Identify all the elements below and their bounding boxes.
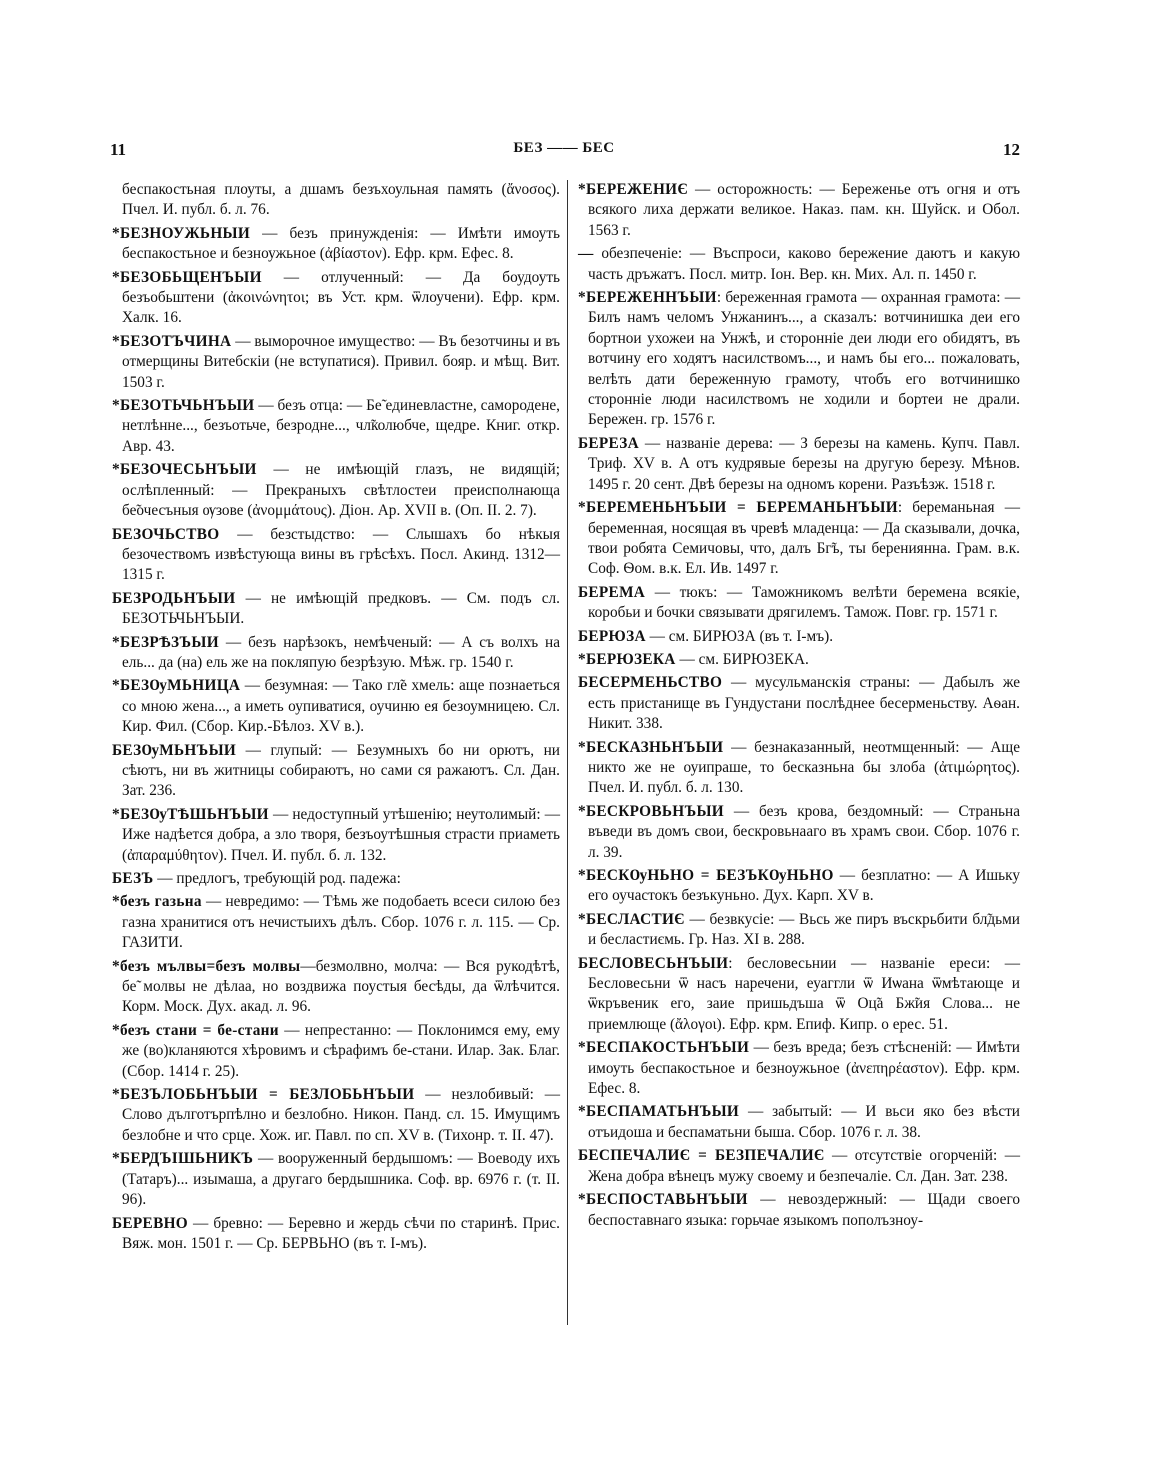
dictionary-entry xyxy=(578,650,1020,670)
dictionary-entry xyxy=(578,288,1020,431)
page-number-left: 11 xyxy=(110,140,127,159)
entry-headword: БЕЗОЧЬСТВО xyxy=(112,525,220,543)
entry-headword: *БЕРЮЗЕКА xyxy=(578,650,676,668)
dictionary-entry xyxy=(578,866,1020,907)
dictionary-entry xyxy=(578,180,1020,241)
dictionary-entry xyxy=(112,396,560,457)
entry-headword: *БЕЗОБЬЩЕНЪЫИ xyxy=(112,268,262,286)
entry-headword: *БЕСКАЗНЬНЪЫИ xyxy=(578,738,724,756)
dictionary-entry xyxy=(112,892,560,953)
entry-definition: — незлобивый: — Слово дълготърпѣлно и безлобно. Никон. Панд. сл. 15. Имущимъ безлобне и что срце. Хож. иг. Павл. по сп. XV в. (Тихонр. т. II. 47). xyxy=(122,1086,560,1144)
entry-definition: : береженная грамота — охранная грамота: — Билъ намъ челомъ Унжанинъ..., а сказалъ: вотчинишка деи его бортнои ухожеи на Унжѣ, и сторонніе деи люди его обидятъ, въ вотчину его ходятъ насилствомъ..., и намъ бы его... пожаловать, велѣть дати береженную грамоту, чтобъ его вотчинишко сторонніе люди насилствомъ не ходили и бортеи не драли. Бережен. гр. 1576 г. xyxy=(588,289,1020,429)
entry-definition: — глупый: — Безумныхъ бо ни орютъ, ни сѣютъ, ни въ житницы собираютъ, но сами ся ражаютъ. Сл. Дан. Зат. 236. xyxy=(122,741,560,800)
dictionary-entry xyxy=(112,525,560,586)
entry-definition: — непрестанно: — Поклонимся ему, ему же (во)кланяются хѣровимъ и сѣрафимъ бе-стани. Илар. Зак. Благ. (Сбор. 1414 г. 25). xyxy=(122,1021,560,1080)
dictionary-entry xyxy=(578,627,1020,647)
dictionary-entry xyxy=(112,1021,560,1082)
entry-definition: — не имѣющій глазъ, не видящій; ослѣпленный: — Прекраныхъ свѣтлостеи преисполнающа бе̃очесъныя ѹзове (ἀνομμάτους). Діон. Ар. XVII в. (Оп. II. 2. 7). xyxy=(122,461,560,520)
entry-headword: *БЕСПАМАТЬНЪЫИ xyxy=(578,1103,740,1121)
entry-definition: — безъ нарѣзокъ, немѣченый: — А съ волхъ на ель... да (на) ель же на покляпую безрѣзую. Мѣж. гр. 1540 г. xyxy=(122,633,560,671)
entry-definition: — безъ принужденія: — Имѣти имоуть беспакостьное и безноужьное (ἀβίαστον). Ефр. крм. Ефес. 8. xyxy=(122,224,560,263)
entry-headword: БЕРЮЗА xyxy=(578,627,646,645)
entry-definition: : береманьная — беременная, носящая въ чревѣ младенца: — Да сказывали, дочка, твои робята Семичовы, что, далъ Бг̃ъ, ты берениянна. Грам. в.к. Соф. Ѳом. в.к. Ел. Ив. 1497 г. xyxy=(588,499,1020,578)
entry-headword: *БЕСПОСТАВЬНЪЫИ xyxy=(578,1191,748,1209)
dictionary-entry xyxy=(578,1038,1020,1099)
entry-definition: — безстыдство: — Слышахъ бо нѣкыя безочествомъ извѣстующа вины въ грѣсѣхъ. Посл. Акинд. 1312—1315 г. xyxy=(122,525,560,584)
dictionary-entry xyxy=(112,633,560,674)
entry-definition: — невредимо: — Тѣмь же подобаеть всеси силою без газна хранитися отъ нечистыихъ дѣлъ. Сбор. 1076 г. л. 115. — Ср. ГАЗИТИ. xyxy=(122,893,560,952)
dictionary-entry xyxy=(112,869,560,889)
entry-definition: обезпеченіе: — Въспроси, каково бережение даютъ и какую часть дръжатъ. Посл. митр. Іон. Вер. кн. Мих. Ал. п. 1450 г. xyxy=(588,245,1020,283)
entry-definition: — выморочное имущество: — Въ безотчины и въ отмерщины Витебскіи (не вступатися). Привил. бояр. и мѣщ. Вит. 1503 г. xyxy=(122,332,560,391)
entry-definition: — безъ отца: — Бе̃ единевластне, самородене, нетлѣнне..., безъотьче, безродне..., чл̃колюбче, щедре. Книг. откр. Авр. 43. xyxy=(122,397,560,455)
entry-headword: БЕСЕРМЕНЬСТВО xyxy=(578,674,723,692)
entry-definition: — см. БИРЮЗЕКА. xyxy=(675,650,809,668)
dictionary-entry xyxy=(112,741,560,802)
entry-headword: *БЕРДЪІШЬНИКЪ xyxy=(112,1150,254,1168)
dictionary-entry xyxy=(112,180,560,221)
dictionary-entry xyxy=(578,583,1020,624)
entry-headword: *БЕСЛАСТИЄ xyxy=(578,910,685,928)
entry-definition: — безплатно: — А Ишьку его оучастокъ безъкуньно. Дух. Карп. XV в. xyxy=(588,867,1020,905)
entry-headword: *БЕЗОЧЕСЬНЪЫИ xyxy=(112,461,257,479)
dictionary-entry xyxy=(112,1214,560,1255)
dictionary-entry xyxy=(112,589,560,630)
entry-definition: — отлученный: — Да боудоуть безъобьштени (ἀκοινώνητοι; въ Уст. крм. ѿлоучени). Ефр. крм. Халк. 16. xyxy=(122,268,560,327)
entry-definition: — безъ вреда; безъ стѣсненій: — Имѣти имоуть беспакостьное и безноужьное (ἀνεπηρέαστον). Ефр. крм. Ефес. 8. xyxy=(588,1039,1020,1098)
entry-headword: *БЕЗОТЬЧЬНЪЫИ xyxy=(112,397,255,415)
entry-headword: *БЕЗЪЛОБЬНЪЫИ = БЕЗЛОБЬНЪЫИ xyxy=(112,1086,415,1104)
entry-headword: БЕЗЪ xyxy=(112,870,154,887)
entry-headword: БЕЗРОДЬНЪЫИ xyxy=(112,589,236,607)
entry-headword: *безъ газьна xyxy=(112,893,202,911)
entry-headword: *БЕРЕМЕНЬНЪЫИ = БЕРЕМАНЬНЪЫИ xyxy=(578,499,898,517)
entry-definition: — мусульманскія страны: — Дабылъ же есть пристанище въ Гундустани послѣднее бесерменьству. Аѳан. Никит. 338. xyxy=(588,674,1020,733)
dictionary-entry xyxy=(112,805,560,866)
entry-headword: *БЕСПАКОСТЬНЪЫИ xyxy=(578,1039,750,1057)
entry-headword: *БЕЗОТЪЧИНА xyxy=(112,332,232,350)
entry-headword: *безъ мълвы=безъ молвы xyxy=(112,957,301,975)
entry-headword: *БЕЗНОУЖЬНЫИ xyxy=(112,224,251,242)
entry-definition: — недоступный утѣшенію; неутолимый: — Иже надѣется добра, а зло творя, безъоутѣшныя страсти приаметь (ἀπαραμύθητον). Пчел. И. публ. б. л. 132. xyxy=(122,805,560,864)
dictionary-entry xyxy=(112,224,560,265)
dictionary-entry xyxy=(578,498,1020,580)
entry-headword: *безъ стани = бе-стани xyxy=(112,1021,279,1039)
entry-headword: *БЕРЕЖЕННЪЫИ xyxy=(578,289,717,307)
column-divider xyxy=(567,180,568,1325)
entry-definition: — названіе дерева: — З березы на камень. Купч. Павл. Триф. XV в. А отъ кудрявые березы на другую березу. Мѣнов. 1495 г. 20 сент. Двѣ березы на одномъ корени. Разъѣзж. 1518 г. xyxy=(588,434,1020,493)
dictionary-entry xyxy=(112,957,560,1018)
running-head: БЕЗ —— БЕС xyxy=(513,140,615,156)
dictionary-entry xyxy=(578,738,1020,799)
entry-headword: — xyxy=(578,245,594,263)
entry-headword: БЕЗѸМЬНЪЫИ xyxy=(112,741,237,759)
dictionary-entry xyxy=(112,268,560,329)
dictionary-entry xyxy=(112,460,560,521)
dictionary-entry xyxy=(578,954,1020,1036)
dictionary-entry xyxy=(578,910,1020,951)
entry-definition: — предлогъ, требующій род. падежа: xyxy=(153,870,401,887)
dictionary-entry xyxy=(112,1085,560,1146)
entry-headword: *БЕРЕЖЕНИЄ xyxy=(578,181,689,198)
page-header xyxy=(108,140,1020,166)
dictionary-entry xyxy=(578,1146,1020,1187)
entry-definition: — вооруженный бердышомъ: — Воеводу ихъ (Татаръ)... изымаша, а другаго бердышника. Соф. вр. 6976 г. (т. II. 96). xyxy=(122,1150,560,1209)
entry-definition: — безнаказанный, неотмщенный: — Аще никто же не оуипраше, то бесказньна бы злоба (ἀτιμώρητος). Пчел. И. публ. б. л. 130. xyxy=(588,738,1020,797)
entry-definition: — безвкусіе: — Вьсь же пиръ въскрьбити бл̃дьми и бесластиємь. Гр. Наз. XI в. 288. xyxy=(588,910,1020,949)
entry-definition: — забытый: — И вьси яко без вѣсти отъидоша и беспаматьни быша. Сбор. 1076 г. л. 38. xyxy=(588,1103,1020,1141)
entry-headword: БЕРЕВНО xyxy=(112,1214,188,1232)
entry-definition: — см. БИРЮЗА (въ т. I-мъ). xyxy=(645,627,834,645)
entry-headword: БЕРЕЗА xyxy=(578,434,639,452)
entry-definition: — осторожность: — Береженье отъ огня и отъ всякого лиха держати великое. Наказ. пам. кн. Шуйск. и Обол. 1563 г. xyxy=(588,181,1020,239)
entry-headword: БЕСЛОВЕСЬНЪЫИ xyxy=(578,954,729,972)
entry-definition: — не имѣющій предковъ. — См. подъ сл. БЕЗОТЬЧЬНЪЫИ. xyxy=(122,589,560,628)
entry-definition: беспакостьная плоуты, а дшамъ безъхоульная память (ἄνοσος). Пчел. И. публ. б. л. 76. xyxy=(122,181,560,219)
entry-definition: — невоздержный: — Щади своего беспоставнаго языка: горьчае языкомъ пополъзноу- xyxy=(588,1191,1020,1229)
entry-headword: *БЕСКРОВЬНЪЫИ xyxy=(578,802,724,820)
entry-definition: — бревно: — Беревно и жердь сѣчи по старинѣ. Прис. Вяж. мон. 1501 г. — Ср. БЕРВЬНО (въ т. I-мъ). xyxy=(122,1214,560,1252)
entry-headword: БЕРЕМА xyxy=(578,583,646,601)
entry-headword: *БЕЗРѢЗЪЫИ xyxy=(112,633,219,651)
dictionary-entry xyxy=(578,1102,1020,1143)
entry-definition: : бесловесьнии — названіе ереси: — Бесловесьни ѿ насъ наречени, еуаггли ѿ Иѡана ѿмѣтающе и ѿкръвеник его, заие пришьдъша ѿ Оц̃а Бж̃ия Слова... не приемлюще (ἄλογοι). Ефр. крм. Епиф. Кипр. о ерес. 51. xyxy=(588,954,1020,1033)
dictionary-entry xyxy=(578,1190,1020,1231)
left-column xyxy=(112,180,560,1257)
entry-headword: БЕСПЕЧАЛИЄ = БЕЗПЕЧАЛИЄ xyxy=(578,1147,825,1165)
right-column xyxy=(578,180,1020,1234)
entry-headword: *БЕЗѸТѢШЬНЪЫИ xyxy=(112,805,269,823)
dictionary-entry xyxy=(112,1149,560,1210)
dictionary-entry xyxy=(112,332,560,393)
entry-definition: —безмолвно, молча: — Вся рукодѣтѣ, бе̃ молвы не дѣлаа, но воздвижа поустыя бесѣды, да ѿлѣчится. Корм. Моск. Дух. акад. л. 96. xyxy=(122,957,560,1016)
entry-definition: — безумная: — Тако гл̃е хмель: аще познаеться со мною жена..., а иметь оупиватися, оучиню ея безоумницею. Сл. Кир. Фил. (Сбор. Кир.-Бѣлоз. XV в.). xyxy=(122,677,560,736)
entry-definition: — тюкъ: — Таможникомъ велѣти беремена всякіе, коробьи и бочки связывати дрягилемъ. Тамож. Повг. гр. 1571 г. xyxy=(588,583,1020,622)
page-number-right: 12 xyxy=(1003,140,1020,159)
dictionary-entry xyxy=(578,434,1020,495)
dictionary-entry xyxy=(578,244,1020,285)
dictionary-entry xyxy=(578,802,1020,863)
dictionary-entry xyxy=(578,673,1020,734)
entry-definition: — безъ крова, бездомный: — Страньна въведи въ домъ свои, бескровьнааго въ храмъ свои. Сбор. 1076 г. л. 39. xyxy=(588,802,1020,861)
entry-headword: *БЕСКѸНЬНО = БЕЗЪКѸНЬНО xyxy=(578,867,834,884)
entry-headword: *БЕЗѸМЬНИЦА xyxy=(112,677,241,695)
dictionary-entry xyxy=(112,676,560,737)
entry-definition: — отсутствіе огорченій: — Жена добра вѣнецъ мужу своему и безпечаліе. Сл. Дан. Зат. 238. xyxy=(588,1147,1020,1185)
